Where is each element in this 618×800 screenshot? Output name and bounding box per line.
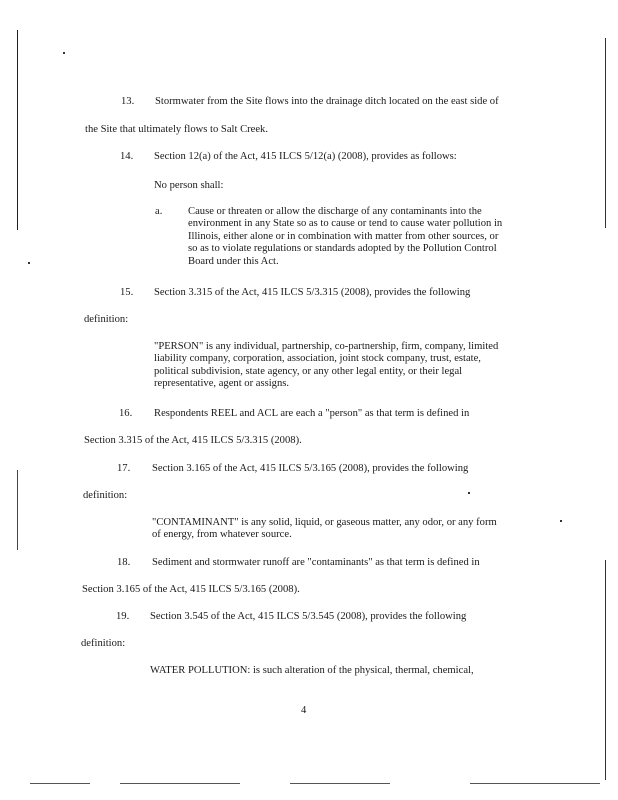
quote-line: environment in any State so as to cause or tend to cause water pollution in [188, 218, 503, 230]
paragraph-13-line1: Stormwater from the Site flows into the drainage ditch located on the east side of [155, 96, 499, 107]
scan-speck [63, 52, 65, 54]
paragraph-18-line1: Sediment and stormwater runoff are "contaminants" as that term is defined in [152, 557, 480, 568]
quote-line: liability company, corporation, association, joint stock company, trust, estate, [154, 353, 481, 365]
scan-bottom-rule [30, 783, 90, 784]
quote-line: of energy, from whatever source. [152, 529, 292, 541]
scan-speck [560, 520, 562, 522]
person-definition-quote [154, 341, 498, 391]
scan-speck [28, 262, 30, 264]
subsection-a-marker: a. [155, 206, 163, 217]
scan-bottom-rule [120, 783, 240, 784]
quote-line: Board under this Act. [188, 255, 279, 267]
paragraph-19-line1: Section 3.545 of the Act, 415 ILCS 5/3.545 (2008), provides the following [150, 611, 467, 622]
scan-edge-right-lower [605, 560, 606, 780]
quote-line: political subdivision, state agency, or any other legal entity, or their legal [154, 365, 463, 377]
quote-line: Illinois, either alone or in combination with matter from other sources, or [188, 230, 499, 242]
paragraph-17-line2: definition: [83, 490, 128, 501]
paragraph-13-line2: the Site that ultimately flows to Salt Creek. [85, 124, 269, 135]
scan-bottom-rule [290, 783, 390, 784]
contaminant-definition-quote [152, 517, 497, 542]
scan-edge-left [17, 30, 18, 230]
paragraph-18-number: 18. [117, 557, 131, 568]
quote-line: "PERSON" is any individual, partnership, co-partnership, firm, company, limited [154, 341, 499, 352]
quote-line: so as to violate regulations or standards adopted by the Pollution Control [188, 243, 497, 255]
scan-bottom-rule [470, 783, 600, 784]
scan-speck [468, 492, 470, 494]
page-number: 4 [301, 705, 307, 716]
paragraph-15-line1: Section 3.315 of the Act, 415 ILCS 5/3.315 (2008), provides the following [154, 287, 471, 298]
paragraph-17-number: 17. [117, 463, 131, 474]
subsection-a-quote [188, 206, 502, 268]
paragraph-14-number: 14. [120, 151, 134, 162]
paragraph-19-line2: definition: [81, 638, 126, 649]
scan-edge-left-lower [17, 470, 18, 550]
paragraph-16-line1: Respondents REEL and ACL are each a "person" as that term is defined in [154, 408, 470, 419]
paragraph-15-line2: definition: [84, 314, 129, 325]
paragraph-19-number: 19. [116, 611, 130, 622]
scan-edge-right [605, 38, 606, 228]
paragraph-16-number: 16. [119, 408, 133, 419]
paragraph-16-line2: Section 3.315 of the Act, 415 ILCS 5/3.315 (2008). [84, 435, 302, 446]
paragraph-17-line1: Section 3.165 of the Act, 415 ILCS 5/3.165 (2008), provides the following [152, 463, 469, 474]
paragraph-15-number: 15. [120, 287, 134, 298]
quote-line: "CONTAMINANT" is any solid, liquid, or gaseous matter, any odor, or any form [152, 517, 497, 528]
quote-line: representative, agent or assigns. [154, 378, 290, 390]
paragraph-13-number: 13. [121, 96, 135, 107]
water-pollution-definition-line: WATER POLLUTION: is such alteration of the physical, thermal, chemical, [150, 665, 474, 676]
quote-line: Cause or threaten or allow the discharge of any contaminants into the [188, 206, 482, 217]
paragraph-14-line1: Section 12(a) of the Act, 415 ILCS 5/12(a) (2008), provides as follows: [154, 151, 457, 162]
no-person-label: No person shall: [154, 180, 224, 191]
paragraph-18-line2: Section 3.165 of the Act, 415 ILCS 5/3.165 (2008). [82, 584, 300, 595]
